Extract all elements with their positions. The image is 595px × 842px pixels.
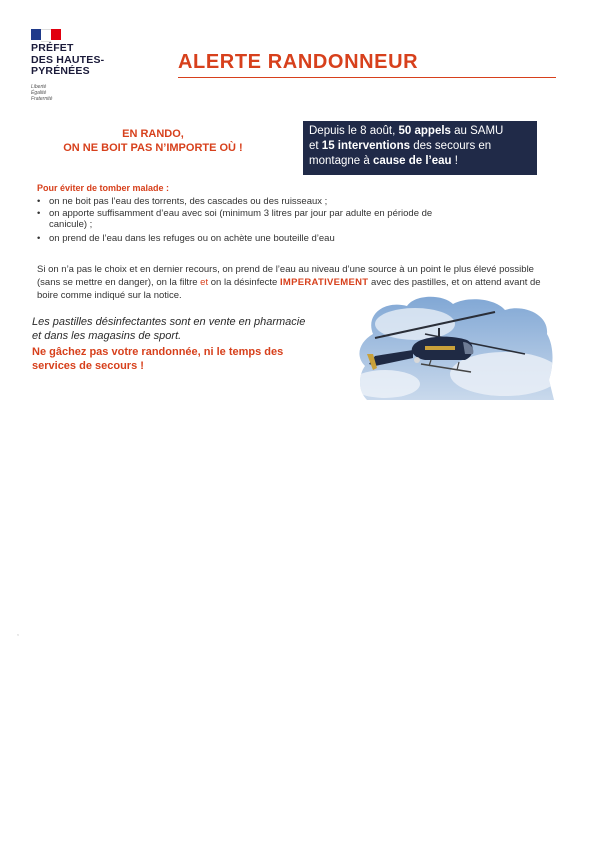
republic-flag-logo	[31, 29, 61, 40]
motto-line-3: Fraternité	[31, 96, 53, 102]
prefecture-name	[31, 43, 104, 78]
alert-interventions-count: 15 interventions	[321, 140, 410, 152]
alert-calls-count: 50 appels	[398, 125, 451, 137]
alert-line-3	[309, 154, 537, 169]
flag-stripe-red	[51, 29, 61, 40]
alert-text: montagne à	[309, 155, 373, 167]
list-item: • on ne boit pas l’eau des torrents, des cascades ou des ruisseaux ;	[37, 196, 467, 208]
paragraph-text: avec des pastilles, et on attend avant de boire comme indiqué sur la notice.	[37, 277, 541, 301]
imperative-emphasis: IMPERATIVEMENT	[279, 277, 369, 288]
statistics-alert-box	[303, 121, 537, 175]
list-item: • on apporte suffisamment d’eau avec soi (minimum 3 litres par jour par adulte en période de canicule) ;	[37, 208, 467, 231]
rescue-helicopter-photo	[355, 294, 554, 400]
motto-line-1: Liberté	[31, 84, 47, 90]
motto-line-2: Égalité	[31, 90, 47, 96]
paragraph-text: on la désinfecte	[208, 277, 280, 288]
prevention-list	[37, 196, 467, 244]
title-underline	[178, 77, 556, 78]
alert-line-1	[309, 124, 537, 139]
rando-heading-line-2: ON NE BOIT PAS N’IMPORTE OÙ !	[63, 142, 243, 154]
alert-text: des secours en	[410, 140, 492, 152]
prefecture-line-2: DES HAUTES-	[31, 53, 105, 66]
scan-speck: ,	[17, 630, 19, 637]
list-item: • on prend de l’eau dans les refuges ou on achète une bouteille d’eau	[37, 233, 467, 245]
warning-message: Ne gâchez pas votre randonnée, ni le temps des services de secours !	[32, 346, 284, 372]
pastilles-note: Les pastilles désinfectantes sont en vente en pharmacie et dans les magasins de sport.	[32, 316, 306, 342]
alert-text: et	[309, 140, 322, 152]
alert-text: au SAMU	[450, 125, 504, 137]
flag-stripe-white	[41, 29, 51, 42]
alert-text: !	[451, 155, 458, 167]
alert-cause: cause de l’eau	[372, 155, 452, 167]
prefecture-line-3: PYRÉNÉES	[31, 65, 90, 77]
republic-motto	[31, 84, 52, 102]
paragraph-text: Si on n’a pas le choix et en dernier recours, on prend de l’eau au niveau d’une source à un point le plus élevé possible (sans se mettre en danger), on la filtre	[37, 264, 534, 288]
prefecture-line-1: PRÉFET	[31, 42, 74, 54]
flag-stripe-blue	[31, 29, 41, 40]
rando-heading	[30, 127, 276, 155]
rando-heading-line-1: EN RANDO,	[122, 128, 184, 140]
alert-line-2	[309, 139, 537, 154]
page-title: ALERTE RANDONNEUR	[178, 51, 419, 73]
paragraph-et: et	[200, 277, 209, 288]
prevention-heading: Pour éviter de tomber malade :	[37, 183, 170, 193]
alert-text: Depuis le 8 août,	[309, 125, 399, 137]
